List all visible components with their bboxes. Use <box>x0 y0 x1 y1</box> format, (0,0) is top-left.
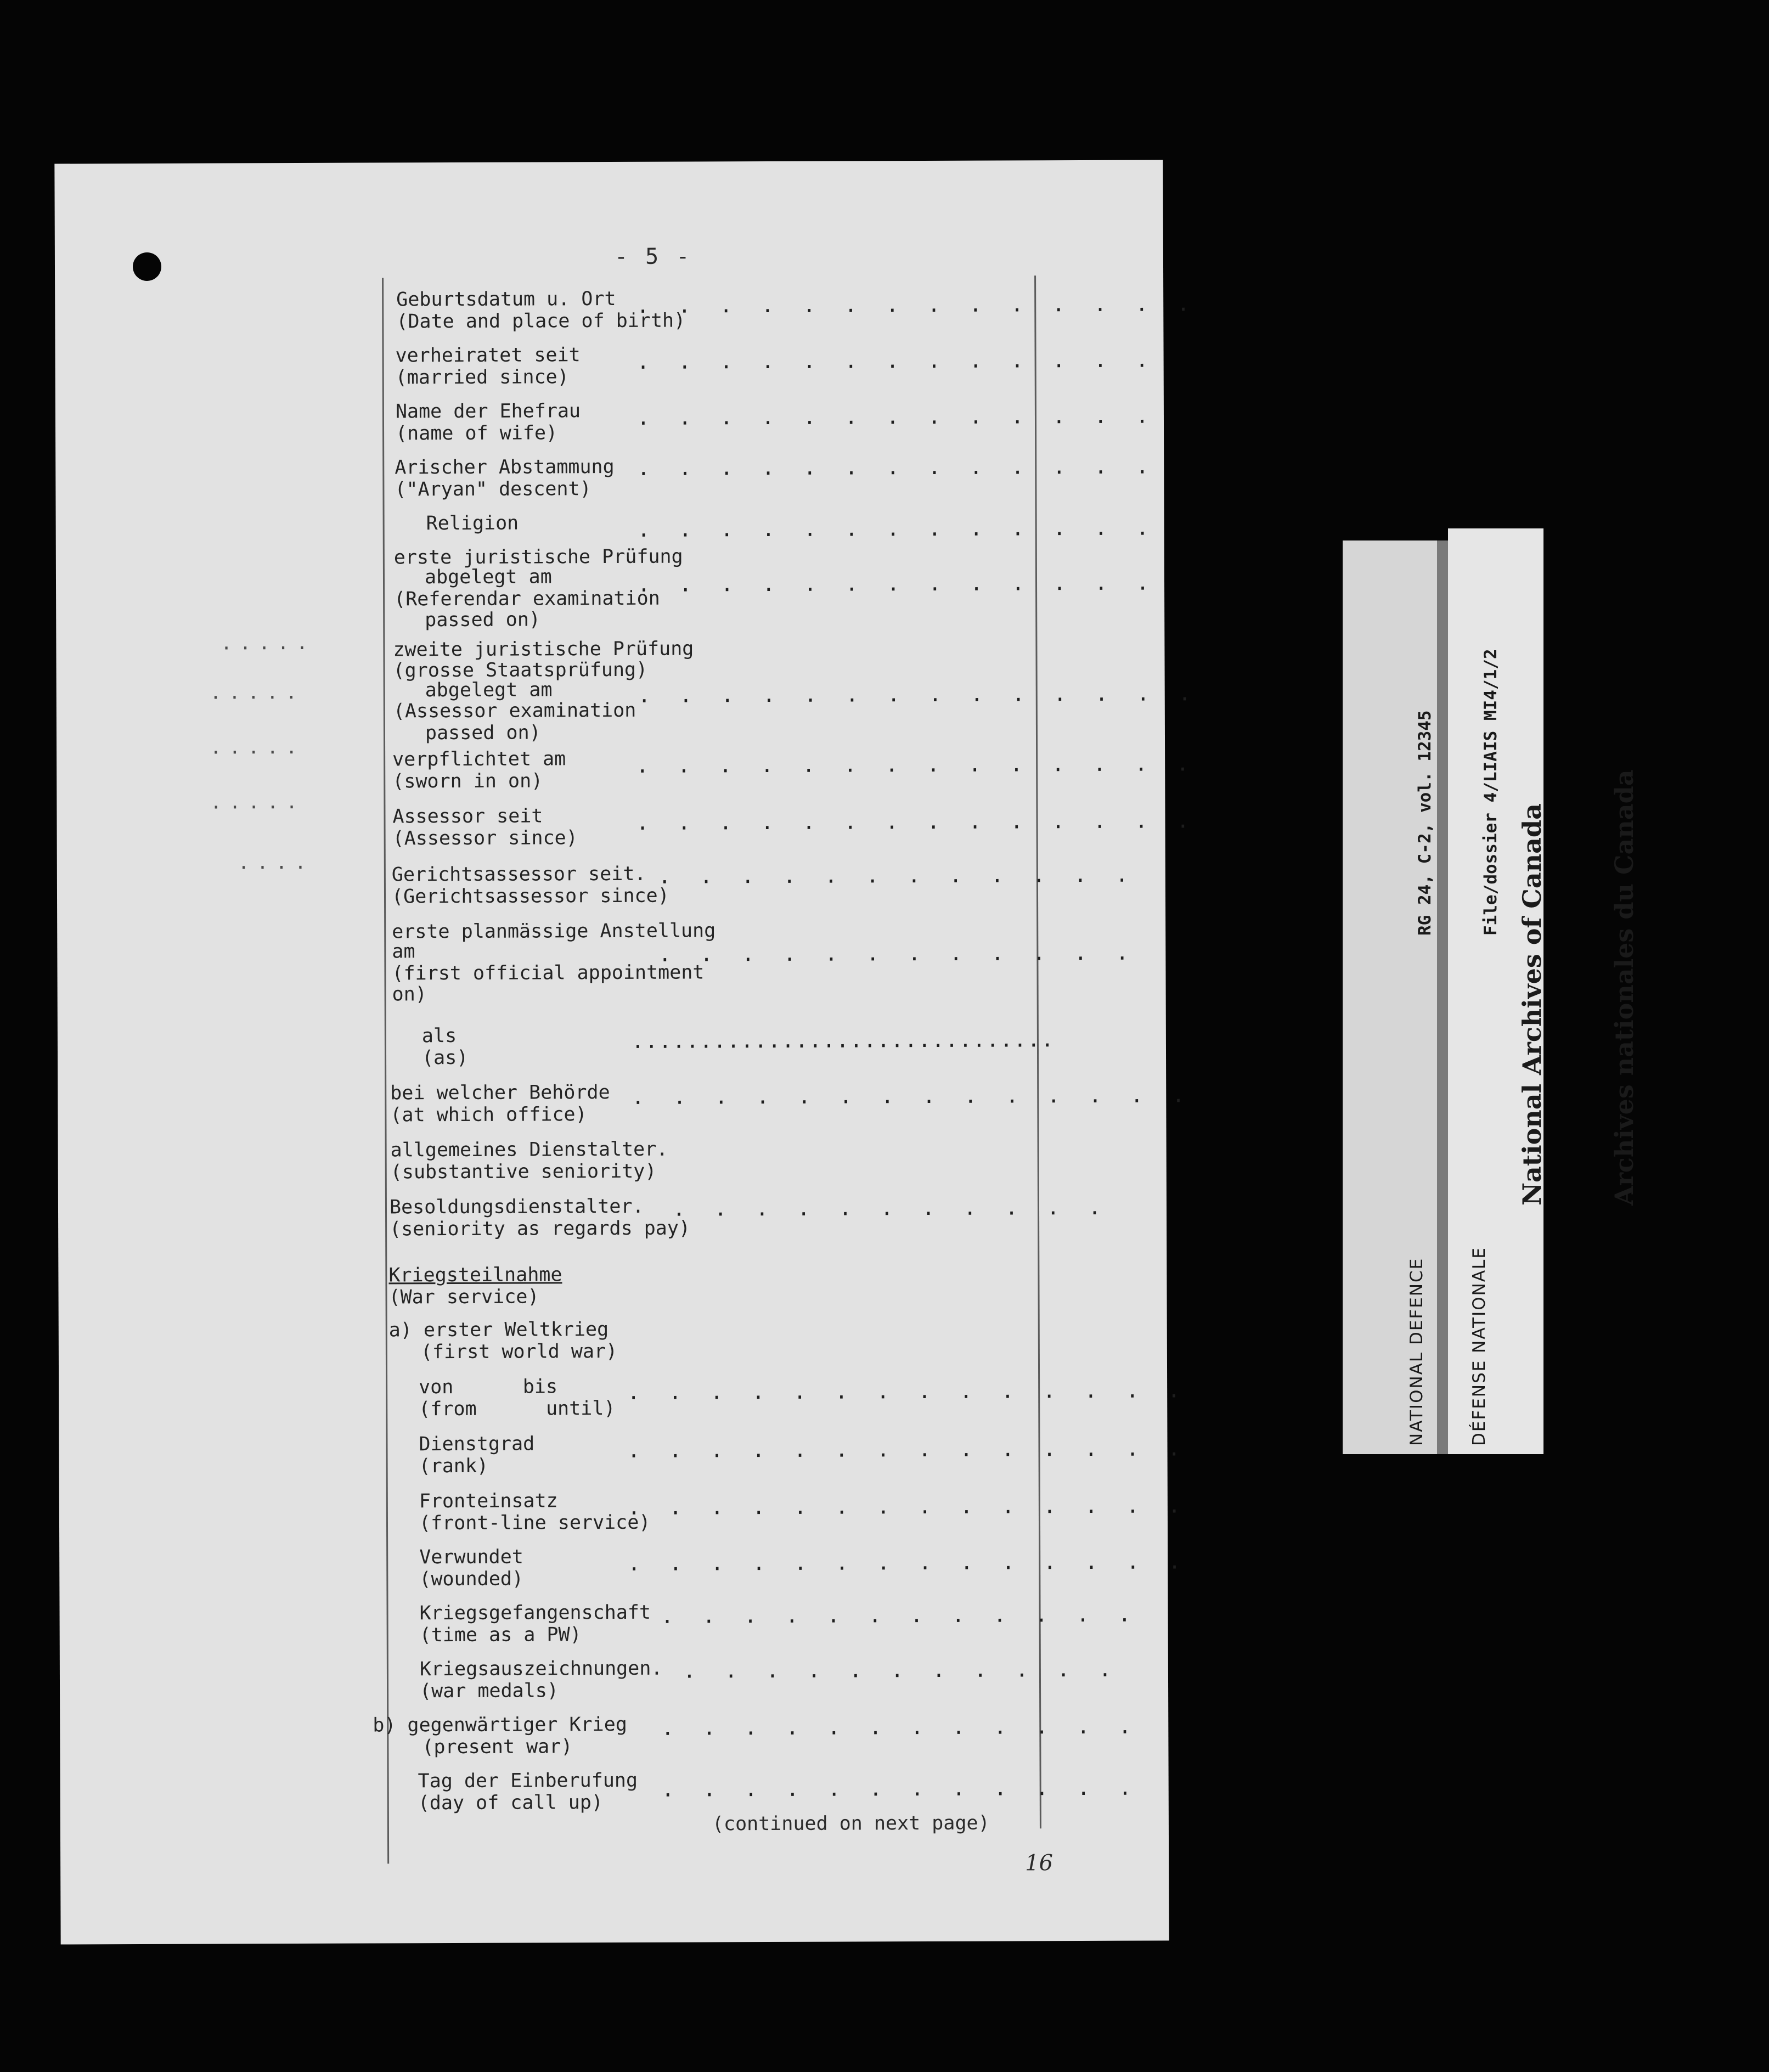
fill-in-dots: . . . . . . . . . . . . <box>661 1714 1140 1740</box>
fill-in-dots: . . . . . . . . . . . . . . <box>627 1493 1189 1519</box>
fill-in-dots: . . . . . . . . . . . . . . <box>636 751 1197 778</box>
label-de: Dienstgrad <box>419 1433 535 1456</box>
fill-in-dots: . . . . . . . . . . . . . . <box>628 1549 1190 1575</box>
label-de: Kriegsauszeichnungen. <box>419 1657 663 1681</box>
label-en: (married since) <box>395 366 569 389</box>
label-en: (first official appointment <box>392 961 705 985</box>
punch-hole <box>133 252 161 281</box>
label-en: (first world war) <box>420 1340 618 1364</box>
label-de: Fronteinsatz <box>419 1490 558 1513</box>
fill-in-dots: . . . . . . . . . . . . . <box>637 454 1157 480</box>
fill-in-dots: . . . . . . . . . . . <box>683 1657 1120 1683</box>
label-de: Geburtsdatum u. Ort <box>396 288 616 311</box>
label-en: (at which office) <box>390 1103 587 1127</box>
label-en: (name of wife) <box>395 422 558 445</box>
fill-in-dots: . . . . . . . . . . . . . . <box>632 1083 1193 1109</box>
label-en: (Assessor since) <box>392 827 578 850</box>
label-de: b) gegenwärtiger Krieg <box>373 1713 627 1737</box>
form-row-office <box>58 1079 1193 1127</box>
left-margin-rule <box>382 278 389 1863</box>
label-en: (Gerichtsassessor since) <box>391 885 669 908</box>
archive-name <box>1455 769 1701 1206</box>
label-en-2: on) <box>392 983 427 1006</box>
form-row-religion <box>56 510 1164 542</box>
label-en: (Date and place of birth) <box>396 309 686 333</box>
fill-in-dots: . . . . . . . . . . . . . <box>637 570 1158 596</box>
label-de: Name der Ehefrau <box>395 400 581 423</box>
label-en-2: passed on) <box>425 722 541 745</box>
label-de: a) erster Weltkrieg <box>388 1319 609 1342</box>
label-en: (day of call up) <box>418 1792 603 1815</box>
label-en: (as) <box>421 1046 469 1069</box>
label-en: (Referendar examination <box>394 587 660 611</box>
form-row-war-service <box>58 1262 1167 1309</box>
label-de-2: abgelegt am <box>424 566 552 589</box>
form-row-present-war <box>60 1711 1168 1759</box>
label-de: Assessor seit <box>392 805 543 828</box>
fill-in-dots: . . . . . . . . . . . . . <box>636 347 1157 374</box>
label-en-2: passed on) <box>425 609 541 632</box>
label-de: Arischer Abstammung <box>395 455 615 479</box>
form-row-from-until <box>59 1373 1188 1421</box>
label-de-2: am <box>392 941 415 963</box>
label-de: als <box>421 1024 457 1048</box>
form-row-pay-seniority <box>58 1193 1167 1241</box>
label-de: Tag der Einberufung <box>418 1769 638 1793</box>
form-row-call-up <box>60 1767 1169 1815</box>
continued-note: (continued on next page) <box>712 1812 990 1835</box>
label-de: Verwundet <box>419 1546 523 1569</box>
section-heading-de: Kriegsteilnahme <box>388 1264 562 1287</box>
label-de-3: abgelegt am <box>425 679 553 702</box>
label-en: (sworn in on) <box>392 770 543 793</box>
reference-line-1: RG 24, C-2, vol. 12345 <box>1415 710 1435 936</box>
label-en: ("Aryan" descent) <box>395 478 591 501</box>
archive-line-2: Archives nationales du Canada <box>1609 769 1639 1206</box>
label-en: (from until) <box>419 1397 616 1421</box>
label-de: Gerichtsassessor seit. <box>391 863 646 886</box>
form-row-pw <box>60 1600 1168 1647</box>
margin-dots: ..... <box>210 736 305 759</box>
section-heading-en: (War service) <box>388 1286 539 1309</box>
label-de: erste juristische Prüfung <box>393 545 683 569</box>
label-de: allgemeines Dienstalter. <box>390 1138 668 1162</box>
label-de: Kriegsgefangenschaft <box>419 1601 651 1625</box>
archive-line-1: National Archives of Canada <box>1517 803 1547 1206</box>
page-number: - 5 - <box>614 244 692 269</box>
label-en: (wounded) <box>419 1568 524 1591</box>
label-en: (time as a PW) <box>419 1624 582 1647</box>
label-en: (rank) <box>419 1455 489 1478</box>
margin-dots: ..... <box>221 632 316 655</box>
margin-dots: .... <box>238 851 314 874</box>
label-en: (present war) <box>422 1736 573 1759</box>
form-row-as <box>58 1022 1166 1069</box>
form-row-ww1 <box>59 1316 1167 1364</box>
label-de: Religion <box>426 512 519 535</box>
label-de-2: (grosse Staatsprüfung) <box>393 658 648 682</box>
archival-slip <box>1343 540 1639 1454</box>
label-de: bei welcher Behörde <box>390 1082 610 1105</box>
department-label <box>1365 1247 1531 1446</box>
reference-line-2: File/dossier 4/LIAIS MI4/1/2 <box>1481 649 1501 936</box>
form-row-appointment <box>57 918 1165 1006</box>
typed-form-page <box>54 160 1199 1944</box>
form-row-wounded <box>59 1544 1190 1591</box>
form-row-first-exam <box>56 544 1164 632</box>
margin-dots: ..... <box>210 791 305 814</box>
fill-in-dots: . . . . . . . . . . . . . . <box>636 808 1198 835</box>
label-de: erste planmässige Anstellung <box>392 920 716 943</box>
fill-in-dots: . . . . . . . . . . . . <box>661 1602 1139 1628</box>
label-en: (war medals) <box>419 1680 559 1703</box>
label-de: verpflichtet am <box>392 748 566 771</box>
department-line-2: DÉFENSE NATIONALE <box>1469 1247 1489 1446</box>
fill-in-dots: . . . . . . . . . . . . . <box>636 403 1157 430</box>
fill-in-dots: . . . . . . . . . . . <box>672 1195 1109 1221</box>
margin-dots: ..... <box>210 681 305 704</box>
form-row-medals <box>60 1656 1168 1703</box>
label-de: Besoldungsdienstalter. <box>389 1195 644 1219</box>
label-en: (seniority as regards pay) <box>390 1217 691 1241</box>
right-margin-rule <box>1034 275 1041 1828</box>
fill-in-dots: . . . . . . . . . . . . . <box>637 515 1157 542</box>
form-row-wife <box>55 398 1164 445</box>
fill-in-dots: . . . . . . . . . . . . <box>661 1775 1140 1801</box>
label-en: (Assessor examination <box>393 699 636 723</box>
form-row-seniority <box>58 1136 1167 1184</box>
fill-in-dots: . . . . . . . . . . . . . . <box>627 1436 1189 1462</box>
label-en: (substantive seniority) <box>390 1160 657 1184</box>
form-row-birth <box>55 286 1198 333</box>
department-line-1: NATIONAL DEFENCE <box>1407 1257 1427 1446</box>
fill-in-dots: . . . . . . . . . . . . <box>658 940 1137 966</box>
fill-in-dots: ............................... <box>631 1027 1055 1053</box>
fill-in-dots: . . . . . . . . . . . . <box>658 862 1137 888</box>
label-en: (front-line service) <box>419 1511 651 1535</box>
handwritten-sheet-number: 16 <box>1025 1850 1053 1876</box>
label-de: verheiratet seit <box>395 344 581 367</box>
fill-in-dots: . . . . . . . . . . . . . . <box>636 291 1198 318</box>
fill-in-dots: . . . . . . . . . . . . . . <box>627 1378 1188 1404</box>
fill-in-dots: . . . . . . . . . . . . . . <box>638 681 1199 707</box>
label-de: zweite juristische Prüfung <box>393 638 694 661</box>
form-row-gerichtsassessor <box>57 861 1165 908</box>
form-row-married <box>55 342 1164 389</box>
form-row-rank <box>59 1431 1189 1478</box>
form-row-front-line <box>59 1488 1189 1535</box>
form-row-aryan <box>55 454 1164 501</box>
label-de: von bis <box>419 1376 558 1399</box>
